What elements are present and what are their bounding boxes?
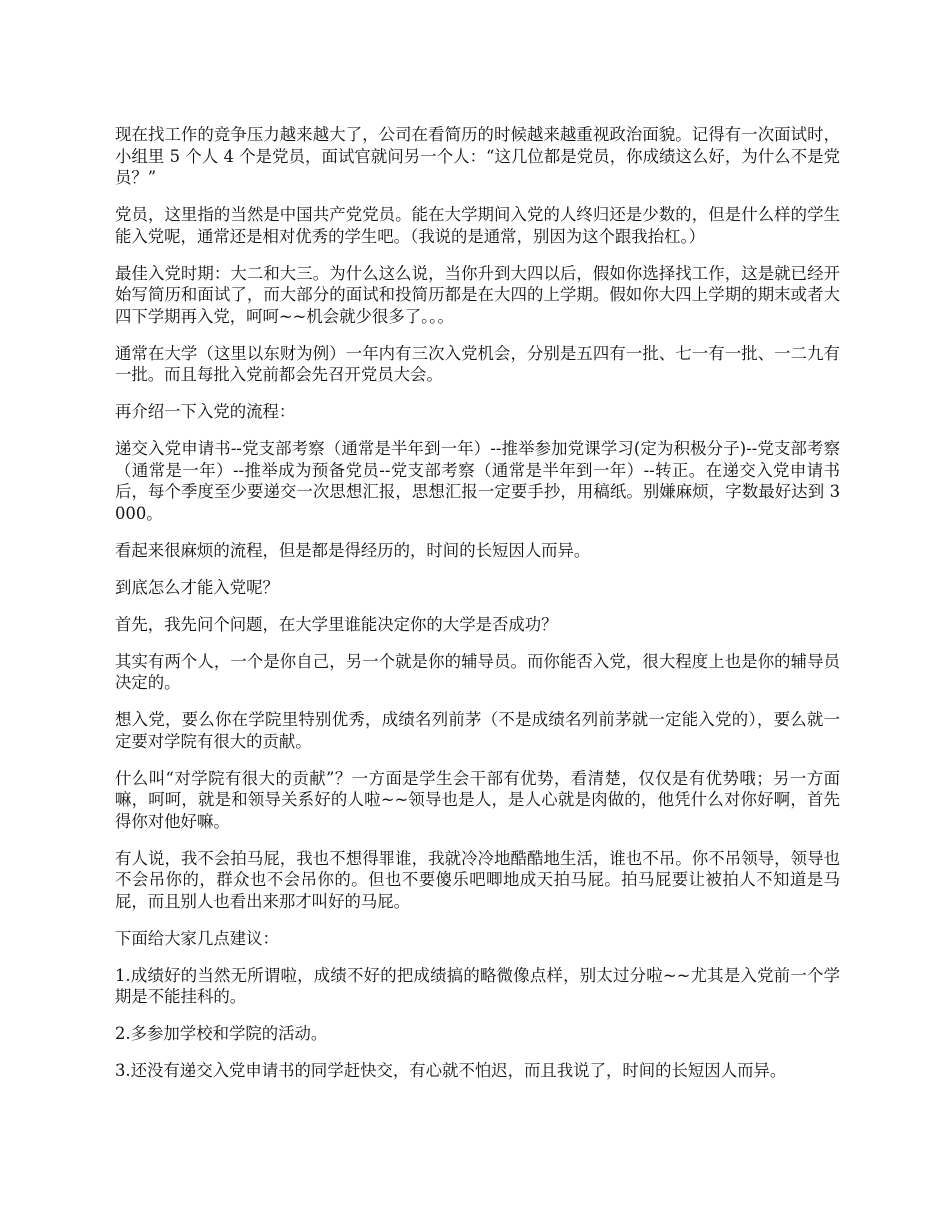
advice-item-3: 3.还没有递交入党申请书的同学赶快交，有心就不怕迟，而且我说了，时间的长短因人而异。	[115, 1061, 787, 1080]
paragraph-process-comment: 看起来很麻烦的流程，但是都是得经历的，时间的长短因人而异。	[115, 540, 591, 560]
paragraph-advice-intro: 下面给大家几点建议：	[115, 928, 279, 948]
advice-item-1: 1.成绩好的当然无所谓啦，成绩不好的把成绩搞的略微像点样，别太过分啦~~尤其是入党前一个学期是不能挂科的。	[115, 965, 840, 1006]
paragraph-two-people: 其实有两个人，一个是你自己，另一个就是你的辅导员。而你能否入党，很大程度上也是你的辅导员决定的。	[115, 651, 840, 692]
advice-item-2: 2.多参加学校和学院的活动。	[115, 1024, 328, 1043]
paragraph-contribution: 什么叫“对学院有很大的贡献”？一方面是学生会干部有优势，看清楚，仅仅是有优势哦；另一方面嘛，呵呵，就是和领导关系好的人啦~~领导也是人，是人心就是肉做的，他凭什么对你好啊，首先得你对他好嘛。	[115, 768, 840, 831]
paragraph-how-question: 到底怎么才能入党呢？	[115, 577, 279, 597]
paragraph-flattery: 有人说，我不会拍马屁，我也不想得罪谁，我就冷冷地酷酷地生活，谁也不吊。你不吊领导，领导也不会吊你的，群众也不会吊你的。但也不要傻乐吧唧地成天拍马屁。拍马屁要让被拍人不知道是马屁，而且别人也看出来那才叫好的马屁。	[115, 848, 840, 911]
paragraph-requirements: 想入党，要么你在学院里特别优秀，成绩名列前茅（不是成绩名列前茅就一定能入党的），要么就一定要对学院有很大的贡献。	[115, 710, 840, 751]
paragraph-job-pressure: 现在找工作的竞争压力越来越大了，公司在看简历的时候越来越重视政治面貌。记得有一次面试时，小组里 5 个人 4 个是党员，面试官就问另一个人：“这几位都是党员，你成绩这么好，为什么不是党员？”	[115, 125, 840, 187]
paragraph-first-question: 首先，我先问个问题，在大学里谁能决定你的大学是否成功？	[115, 614, 558, 634]
paragraph-process-steps: 递交入党申请书--党支部考察（通常是半年到一年）--推举参加党课学习(定为积极分子)--党支部考察（通常是一年）--推举成为预备党员--党支部考察（通常是半年到一年）--转正。在递交入党申请书后，每个季度至少要递交一次思想汇报，思想汇报一定要手抄，用稿纸。别嫌麻烦，字数最好达到 3000。	[115, 439, 840, 523]
paragraph-best-timing: 最佳入党时期：大二和大三。为什么这么说，当你升到大四以后，假如你选择找工作，这是就已经开始写简历和面试了，而大部分的面试和投简历都是在大四的上学期。假如你大四上学期的期末或者大四下学期再入党，呵呵~~机会就少很多了。。。	[115, 263, 840, 326]
paragraph-party-member-meaning: 党员，这里指的当然是中国共产党党员。能在大学期间入党的人终归还是少数的，但是什么样的学生能入党呢，通常还是相对优秀的学生吧。（我说的是通常，别因为这个跟我抬杠。）	[115, 205, 840, 246]
paragraph-process-intro: 再介绍一下入党的流程：	[115, 402, 296, 421]
paragraph-admission-chances: 通常在大学（这里以东财为例）一年内有三次入党机会，分别是五四有一批、七一有一批、一二九有一批。而且每批入党前都会先召开党员大会。	[115, 343, 840, 384]
document-body	[115, 124, 840, 1097]
